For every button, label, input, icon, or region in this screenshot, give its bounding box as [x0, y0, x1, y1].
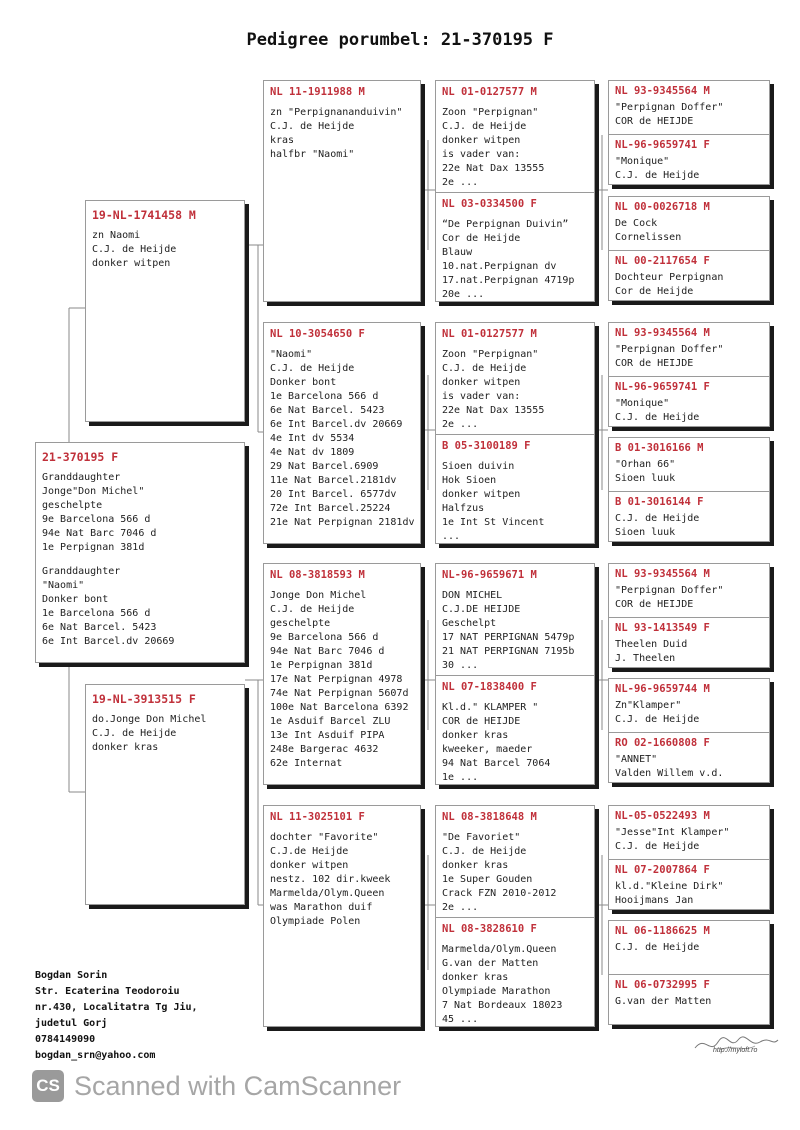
grandparent-info-line: 1e Asduif Barcel ZLU: [270, 716, 391, 727]
great-grandparent-info-line: C.J.DE HEIJDE: [442, 604, 521, 615]
dam-info-line: donker kras: [92, 742, 159, 753]
owner-name: Bogdan Sorin: [35, 970, 108, 981]
grandparent-card[interactable]: [263, 563, 421, 785]
ancestor-ring-number: NL 06-0732995 F: [615, 979, 710, 991]
subject-info-line: 1e Perpignan 381d: [42, 542, 145, 553]
grandparent-info-line: C.J. de Heijde: [270, 604, 355, 615]
subject-info-line: Donker bont: [42, 594, 109, 605]
great-grandparent-card[interactable]: [435, 805, 595, 1027]
great-grandparent-info-line: 17.nat.Perpignan 4719p: [442, 275, 575, 286]
ancestor-ring-number: NL-96-9659741 F: [615, 381, 710, 393]
ancestor-info-line: Theelen Duid: [615, 639, 688, 650]
ancestor-info-line: "Orhan 66": [615, 459, 676, 470]
ancestor-ring-number: NL-96-9659744 M: [615, 683, 710, 695]
owner-email[interactable]: bogdan_srn@yahoo.com: [35, 1050, 156, 1061]
great-grandparent-info-line: donker witpen: [442, 377, 521, 388]
great-grandparent-ring-number: NL 03-0334500 F: [442, 198, 537, 210]
great-grandparent-info-line: C.J. de Heijde: [442, 121, 527, 132]
great-grandparent-info-line: Geschelpt: [442, 618, 497, 629]
grandparent-info-line: Donker bont: [270, 377, 337, 388]
ancestor-info-line: "ANNET": [615, 754, 658, 765]
great-grandparent-info-line: donker kras: [442, 972, 509, 983]
ancestor-ring-number: NL 93-9345564 M: [615, 85, 710, 97]
camscanner-watermark: [32, 1070, 401, 1102]
great-grandparent-info-line: 22e Nat Dax 13555: [442, 405, 545, 416]
great-grandparent-info-line: 94 Nat Barcel 7064: [442, 758, 551, 769]
great-grandparent-info-line: Crack FZN 2010-2012: [442, 888, 557, 899]
great-grandparent-info-line: 1e ...: [442, 772, 479, 783]
ancestor-info-line: Zn"Klamper": [615, 700, 682, 711]
grandparent-ring-number: NL 08-3818593 M: [270, 569, 365, 581]
dam-info-line: do.Jonge Don Michel: [92, 714, 207, 725]
grandparent-info-line: C.J. de Heijde: [270, 363, 355, 374]
grandparent-info-line: C.J.de Heijde: [270, 846, 349, 857]
great-grandparent-info-line: is vader van:: [442, 391, 521, 402]
ancestor-pair-card[interactable]: [608, 437, 770, 542]
subject-info-line: 6e Nat Barcel. 5423: [42, 622, 157, 633]
ancestor-info-line: COR de HEIJDE: [615, 599, 694, 610]
grandparent-ring-number: NL 10-3054650 F: [270, 328, 365, 340]
ancestor-info-line: Sioen luuk: [615, 527, 676, 538]
great-grandparent-ring-number: NL 01-0127577 M: [442, 328, 537, 340]
ancestor-info-line: "Perpignan Doffer": [615, 102, 724, 113]
ancestor-info-line: C.J. de Heijde: [615, 513, 700, 524]
grandparent-info-line: 1e Barcelona 566 d: [270, 391, 379, 402]
great-grandparent-info-line: 7 Nat Bordeaux 18023: [442, 1000, 563, 1011]
sire-card[interactable]: [85, 200, 245, 422]
camscanner-text: Scanned with CamScanner: [74, 1070, 402, 1101]
grandparent-info-line: 62e Internat: [270, 758, 343, 769]
subject-info-line: Granddaughter: [42, 472, 121, 483]
grandparent-info-line: halfbr "Naomi": [270, 149, 355, 160]
subject-info-line: 94e Nat Barc 7046 d: [42, 528, 157, 539]
sire-info-line: C.J. de Heijde: [92, 244, 177, 255]
grandparent-info-line: nestz. 102 dir.kweek: [270, 874, 391, 885]
great-grandparent-info-line: 1e Super Gouden: [442, 874, 533, 885]
grandparent-info-line: C.J. de Heijde: [270, 121, 355, 132]
great-grandparent-card[interactable]: [435, 80, 595, 302]
sire-ring-number: 19-NL-1741458 M: [92, 208, 196, 222]
ancestor-info-line: "Perpignan Doffer": [615, 344, 724, 355]
ancestor-ring-number: NL 93-9345564 M: [615, 327, 710, 339]
great-grandparent-info-line: “De Perpignan Duivin”: [442, 219, 569, 230]
great-grandparent-info-line: ...: [442, 531, 461, 542]
grandparent-info-line: 100e Nat Barcelona 6392: [270, 702, 409, 713]
grandparent-info-line: 20 Int Barcel. 6577dv: [270, 489, 397, 500]
ancestor-ring-number: RO 02-1660808 F: [615, 737, 710, 749]
great-grandparent-ring-number: NL-96-9659671 M: [442, 569, 537, 581]
great-grandparent-info-line: Hok Sioen: [442, 475, 497, 486]
grandparent-info-line: "Naomi": [270, 349, 313, 360]
great-grandparent-card[interactable]: [435, 322, 595, 544]
great-grandparent-info-line: Sioen duivin: [442, 461, 515, 472]
grandparent-info-line: was Marathon duif: [270, 902, 373, 913]
owner-street: Str. Ecaterina Teodoroiu: [35, 986, 180, 997]
ancestor-info-line: G.van der Matten: [615, 996, 712, 1007]
grandparent-info-line: 29 Nat Barcel.6909: [270, 461, 379, 472]
great-grandparent-info-line: 2e ...: [442, 177, 479, 188]
grandparent-card[interactable]: [263, 322, 421, 544]
ancestor-info-line: kl.d."Kleine Dirk": [615, 881, 724, 892]
ancestor-ring-number: B 01-3016144 F: [615, 496, 704, 508]
great-grandparent-ring-number: NL 07-1838400 F: [442, 681, 537, 693]
great-grandparent-info-line: Zoon "Perpignan": [442, 349, 539, 360]
great-grandparent-info-line: Zoon "Perpignan": [442, 107, 539, 118]
grandparent-info-line: 6e Int Barcel.dv 20669: [270, 419, 403, 430]
dam-info-line: C.J. de Heijde: [92, 728, 177, 739]
ancestor-info-line: J. Theelen: [615, 653, 676, 664]
signature-url: http://myloft.ro: [713, 1047, 758, 1054]
grandparent-info-line: 21e Nat Perpignan 2181dv: [270, 517, 415, 528]
great-grandparent-info-line: G.van der Matten: [442, 958, 539, 969]
ancestor-info-line: "Jesse"Int Klamper": [615, 827, 730, 838]
ancestor-pair-card[interactable]: [608, 196, 770, 301]
camscanner-logo-icon: CS: [32, 1070, 64, 1102]
grandparent-info-line: dochter "Favorite": [270, 832, 379, 843]
great-grandparent-info-line: C.J. de Heijde: [442, 363, 527, 374]
dam-ring-number: 19-NL-3913515 F: [92, 692, 196, 706]
grandparent-info-line: 13e Int Asduif PIPA: [270, 730, 385, 741]
great-grandparent-ring-number: B 05-3100189 F: [442, 440, 531, 452]
ancestor-ring-number: NL 00-2117654 F: [615, 255, 710, 267]
great-grandparent-info-line: 2e ...: [442, 902, 479, 913]
great-grandparent-info-line: Olympiade Marathon: [442, 986, 551, 997]
subject-info-line: 6e Int Barcel.dv 20669: [42, 636, 175, 647]
owner-county: judetul Gorj: [35, 1018, 108, 1029]
great-grandparent-info-line: 10.nat.Perpignan dv: [442, 261, 557, 272]
great-grandparent-ring-number: NL 08-3818648 M: [442, 811, 537, 823]
ancestor-pair-card[interactable]: [608, 920, 770, 1025]
owner-contact-block: [35, 968, 198, 1064]
owner-locality: nr.430, Localitatra Tg Jiu,: [35, 1002, 198, 1013]
ancestor-info-line: C.J. de Heijde: [615, 170, 700, 181]
ancestor-info-line: Dochteur Perpignan: [615, 272, 724, 283]
great-grandparent-info-line: 17 NAT PERPIGNAN 5479p: [442, 632, 575, 643]
grandparent-info-line: geschelpte: [270, 618, 331, 629]
great-grandparent-info-line: 30 ...: [442, 660, 479, 671]
grandparent-info-line: 74e Nat Perpignan 5607d: [270, 688, 409, 699]
great-grandparent-card[interactable]: [435, 563, 595, 785]
ancestor-info-line: C.J. de Heijde: [615, 841, 700, 852]
subject-info-line: "Naomi": [42, 580, 85, 591]
great-grandparent-info-line: COR de HEIJDE: [442, 716, 521, 727]
great-grandparent-info-line: 22e Nat Dax 13555: [442, 163, 545, 174]
sire-info-line: zn Naomi: [92, 230, 141, 241]
ancestor-ring-number: NL 93-9345564 M: [615, 568, 710, 580]
ancestor-ring-number: B 01-3016166 M: [615, 442, 704, 454]
grandparent-info-line: 4e Int dv 5534: [270, 433, 355, 444]
great-grandparent-ring-number: NL 01-0127577 M: [442, 86, 537, 98]
ancestor-info-line: De Cock: [615, 218, 658, 229]
ancestor-info-line: C.J. de Heijde: [615, 714, 700, 725]
great-grandparent-ring-number: NL 08-3828610 F: [442, 923, 537, 935]
great-grandparent-info-line: Marmelda/Olym.Queen: [442, 944, 557, 955]
grandparent-info-line: Marmelda/Olym.Queen: [270, 888, 385, 899]
ancestor-ring-number: NL-05-0522493 M: [615, 810, 710, 822]
grandparent-ring-number: NL 11-3025101 F: [270, 811, 365, 823]
great-grandparent-info-line: donker witpen: [442, 135, 521, 146]
ancestor-ring-number: NL-96-9659741 F: [615, 139, 710, 151]
great-grandparent-info-line: Kl.d." KLAMPER ": [442, 702, 539, 713]
great-grandparent-info-line: 21 NAT PERPIGNAN 7195b: [442, 646, 575, 657]
owner-phone: 0784149090: [35, 1034, 96, 1045]
great-grandparent-info-line: donker kras: [442, 730, 509, 741]
ancestor-pair-card[interactable]: [608, 678, 770, 783]
great-grandparent-info-line: C.J. de Heijde: [442, 846, 527, 857]
ancestor-info-line: C.J. de Heijde: [615, 942, 700, 953]
page-title: Pedigree porumbel: 21-370195 F: [246, 30, 554, 50]
ancestor-ring-number: NL 07-2007864 F: [615, 864, 710, 876]
grandparent-info-line: 9e Barcelona 566 d: [270, 632, 379, 643]
grandparent-info-line: 1e Perpignan 381d: [270, 660, 373, 671]
ancestor-info-line: "Perpignan Doffer": [615, 585, 724, 596]
grandparent-card[interactable]: [263, 80, 421, 302]
subject-info-line: 9e Barcelona 566 d: [42, 514, 151, 525]
grandparent-info-line: 17e Nat Perpignan 4978: [270, 674, 403, 685]
ancestor-info-line: C.J. de Heijde: [615, 412, 700, 423]
grandparent-info-line: 6e Nat Barcel. 5423: [270, 405, 385, 416]
ancestor-pair-card[interactable]: [608, 80, 770, 185]
great-grandparent-info-line: Cor de Heijde: [442, 233, 521, 244]
signature-icon: [690, 1030, 780, 1060]
great-grandparent-info-line: Halfzus: [442, 503, 485, 514]
grandparent-info-line: donker witpen: [270, 860, 349, 871]
ancestor-pair-card[interactable]: [608, 563, 770, 668]
great-grandparent-info-line: "De Favoriet": [442, 832, 521, 843]
great-grandparent-info-line: Blauw: [442, 247, 473, 258]
ancestor-info-line: COR de HEIJDE: [615, 116, 694, 127]
ancestor-ring-number: NL 00-0026718 M: [615, 201, 710, 213]
great-grandparent-info-line: 1e Int St Vincent: [442, 517, 545, 528]
ancestor-pair-card[interactable]: [608, 322, 770, 427]
ancestor-info-line: Sioen luuk: [615, 473, 676, 484]
grandparent-ring-number: NL 11-1911988 M: [270, 86, 365, 98]
ancestor-info-line: "Monique": [615, 398, 670, 409]
grandparent-info-line: 4e Nat dv 1809: [270, 447, 355, 458]
dam-card[interactable]: [85, 684, 245, 905]
great-grandparent-info-line: 2e ...: [442, 419, 479, 430]
great-grandparent-info-line: is vader van:: [442, 149, 521, 160]
grandparent-info-line: 72e Int Barcel.25224: [270, 503, 391, 514]
great-grandparent-info-line: donker witpen: [442, 489, 521, 500]
ancestor-info-line: Cornelissen: [615, 232, 682, 243]
grandparent-info-line: Olympiade Polen: [270, 916, 361, 927]
subject-card[interactable]: [35, 442, 245, 663]
great-grandparent-info-line: 45 ...: [442, 1014, 479, 1025]
subject-info-line: Jonge"Don Michel": [42, 486, 145, 497]
grandparent-info-line: 11e Nat Barcel.2181dv: [270, 475, 397, 486]
ancestor-ring-number: NL 06-1186625 M: [615, 925, 710, 937]
great-grandparent-info-line: kweeker, maeder: [442, 744, 533, 755]
grandparent-card[interactable]: [263, 805, 421, 1027]
subject-info-line: 1e Barcelona 566 d: [42, 608, 151, 619]
great-grandparent-info-line: DON MICHEL: [442, 590, 503, 601]
ancestor-info-line: Cor de Heijde: [615, 286, 694, 297]
grandparent-info-line: kras: [270, 135, 295, 146]
ancestor-info-line: "Monique": [615, 156, 670, 167]
ancestor-info-line: Valden Willem v.d.: [615, 768, 724, 779]
subject-info-line: Granddaughter: [42, 566, 121, 577]
ancestor-ring-number: NL 93-1413549 F: [615, 622, 710, 634]
grandparent-info-line: Jonge Don Michel: [270, 590, 367, 601]
subject-info-line: geschelpte: [42, 500, 103, 511]
grandparent-info-line: zn "Perpignananduivin": [270, 107, 403, 118]
grandparent-info-line: 94e Nat Barc 7046 d: [270, 646, 385, 657]
ancestor-info-line: COR de HEIJDE: [615, 358, 694, 369]
great-grandparent-info-line: 20e ...: [442, 289, 485, 300]
great-grandparent-info-line: donker kras: [442, 860, 509, 871]
ancestor-pair-card[interactable]: [608, 805, 770, 910]
ancestor-info-line: Hooijmans Jan: [615, 895, 694, 906]
grandparent-info-line: 248e Bargerac 4632: [270, 744, 379, 755]
subject-ring-number: 21-370195 F: [42, 450, 119, 464]
sire-info-line: donker witpen: [92, 258, 171, 269]
